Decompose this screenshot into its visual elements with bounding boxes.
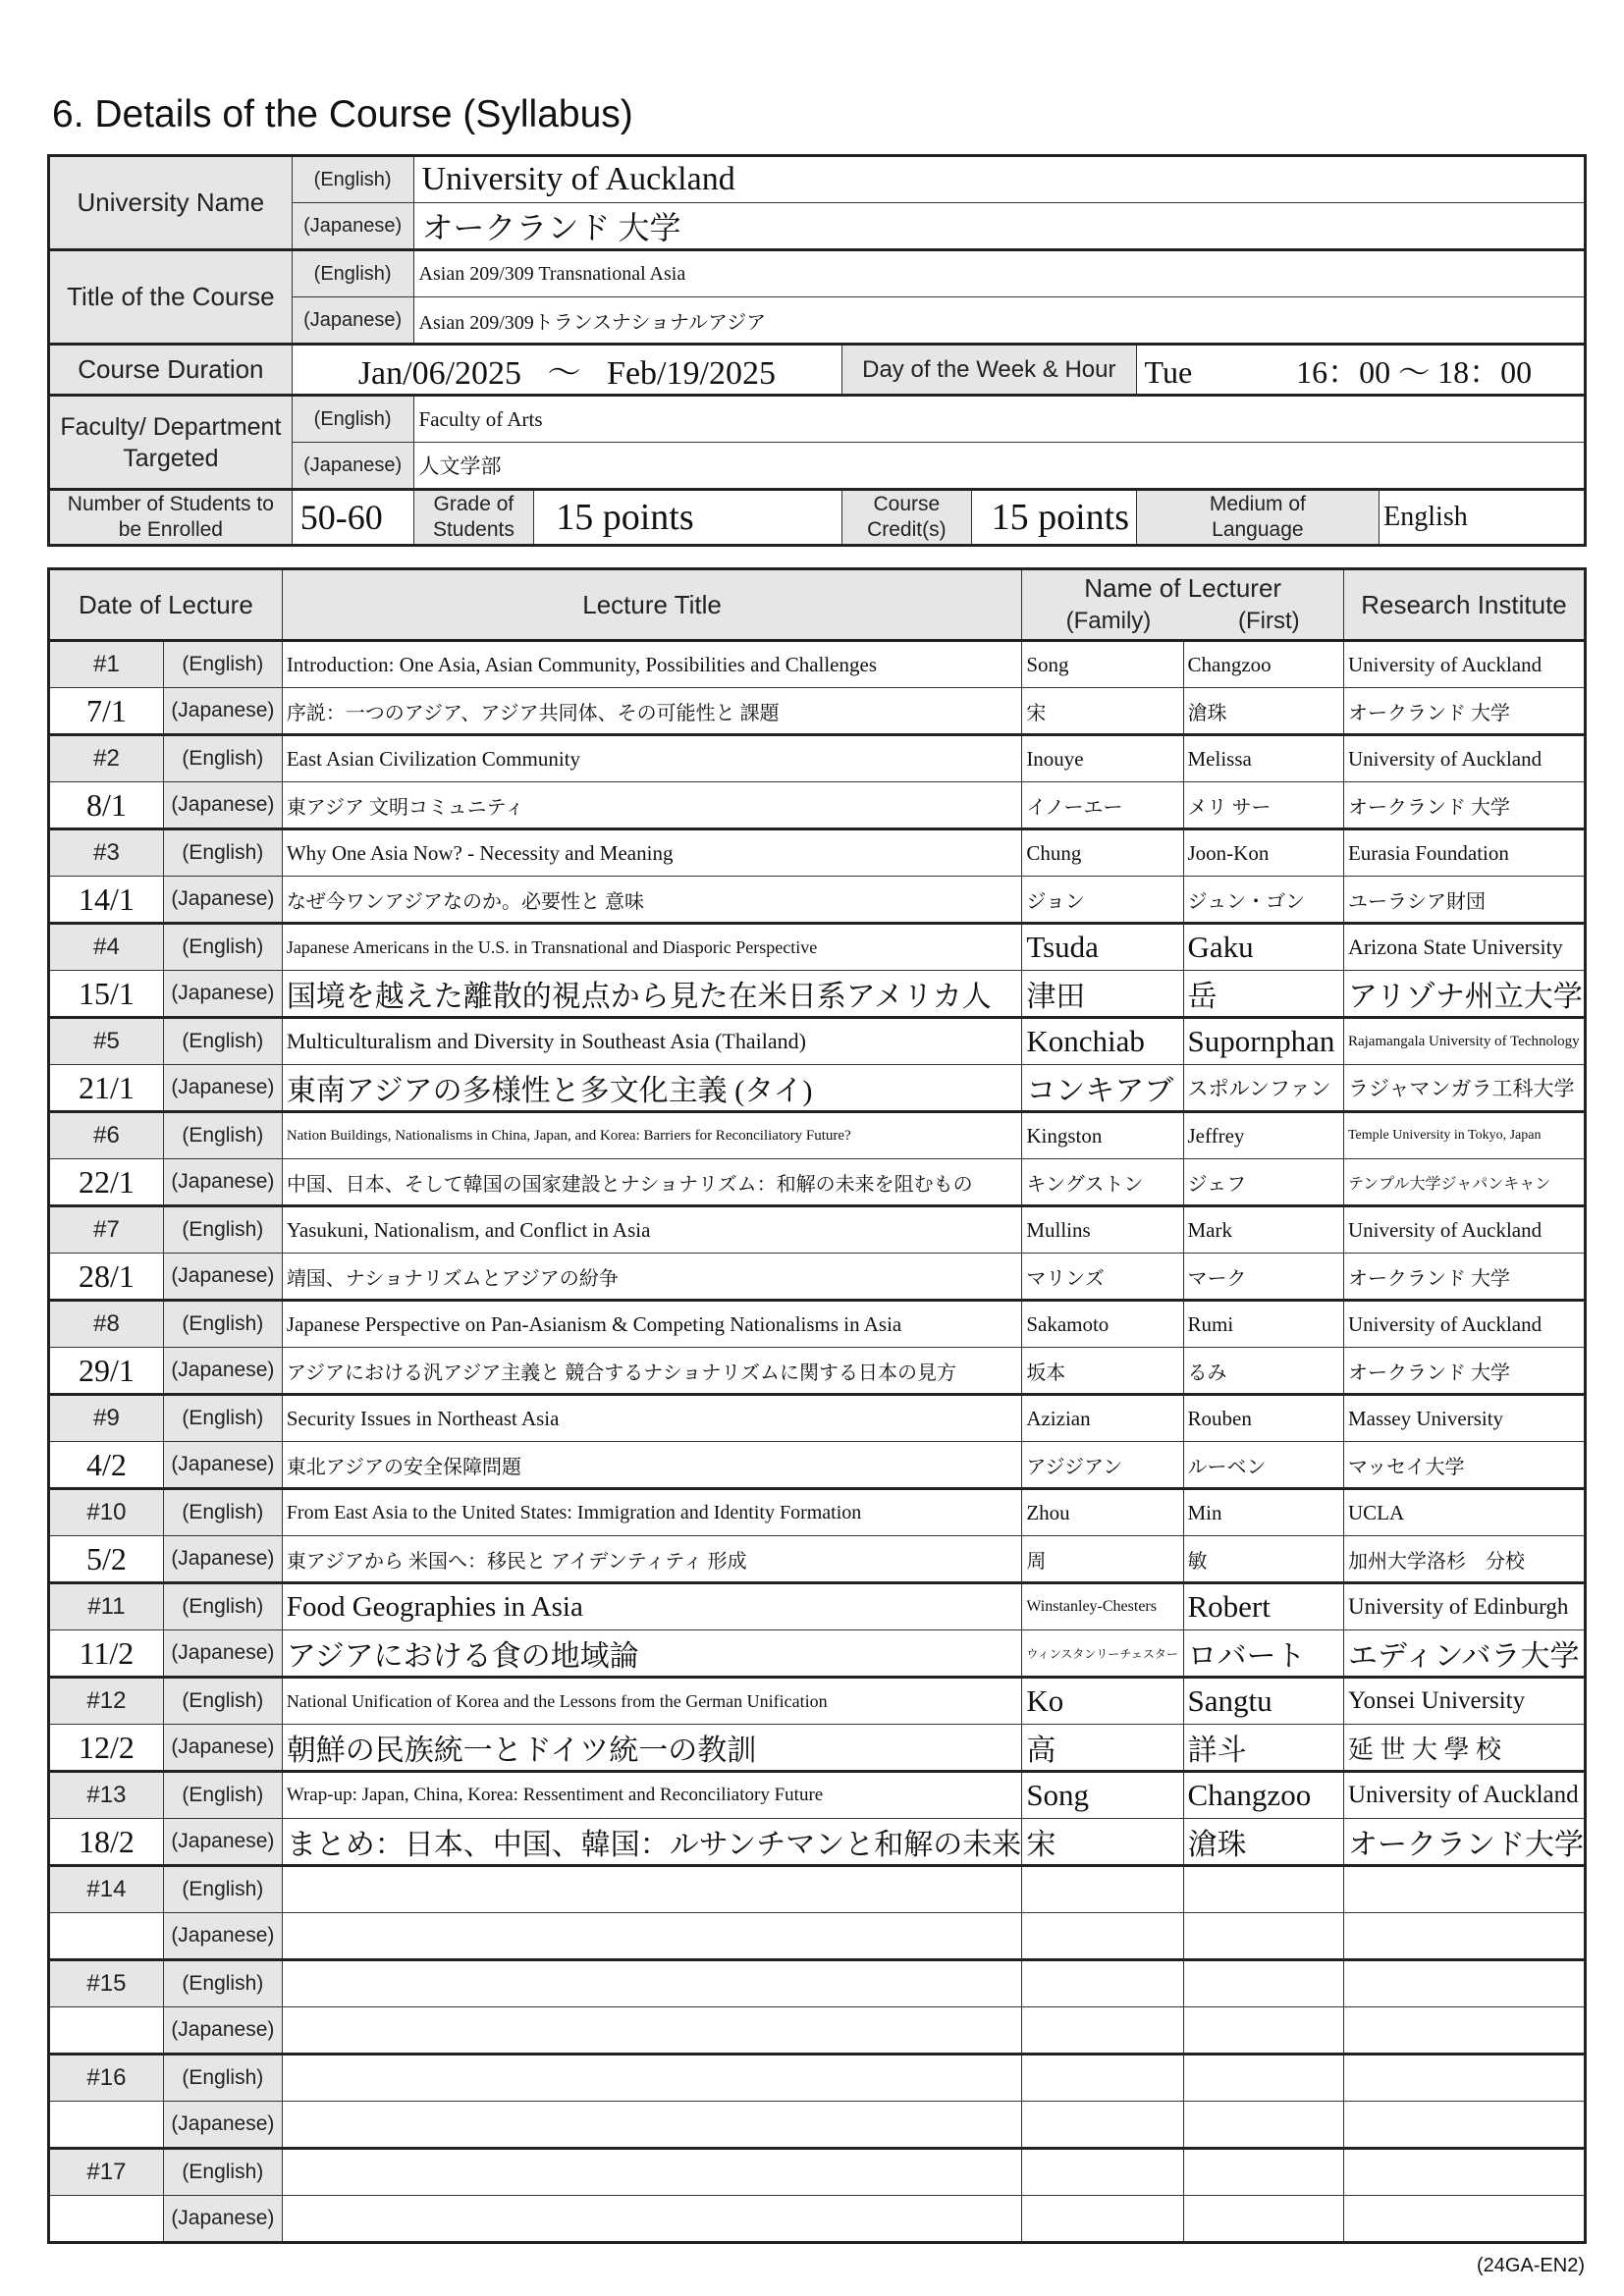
faculty-label [49,396,293,490]
lecture-row-english [49,2149,1586,2196]
lecture-title-en: Multiculturalism and Diversity in Southeast Asia (Thailand) [282,1018,1022,1065]
first-name-ja [1183,2007,1343,2055]
first-name-en: Rumi [1183,1301,1343,1348]
lecture-row-english [49,735,1586,782]
institute-en: University of Auckland [1343,1301,1585,1348]
institute-ja [1343,2196,1585,2243]
first-name-en: Sangtu [1183,1678,1343,1725]
lang-english-label: (English) [163,2055,282,2102]
lecture-date: 14/1 [49,877,164,924]
first-name-ja: 滄珠 [1183,1819,1343,1866]
lecture-row-japanese [49,782,1586,829]
lang-english-label: (English) [163,1772,282,1819]
first-name-ja [1183,2196,1343,2243]
day-of-week: Tue [1144,353,1193,390]
lecture-title-ja: 序説：一つのアジア、アジア共同体、その可能性と 課題 [282,688,1022,735]
lecture-title-en [282,1866,1022,1913]
first-name-en: Joon-Kon [1183,829,1343,877]
lecturer-name-label: Name of Lecturer [1084,573,1282,603]
lecture-row-japanese [49,2196,1586,2243]
lang-japanese-label: (Japanese) [163,1442,282,1489]
medium-value: English [1380,490,1586,546]
family-name-ja: 周 [1022,1536,1183,1583]
first-name-label: (First) [1237,608,1300,634]
lecture-row-english [49,1583,1586,1630]
lang-japanese-label: (Japanese) [163,2007,282,2055]
family-name-ja [1022,1913,1183,1960]
institute-ja: 延 世 大 學 校 [1343,1725,1585,1772]
family-name-en: Tsuda [1022,924,1183,971]
lecture-title-ja: 東南アジアの多様性と多文化主義 (タイ) [282,1065,1022,1112]
family-name-en: Song [1022,1772,1183,1819]
institute-en: University of Auckland [1343,735,1585,782]
lecture-number: #16 [49,2055,164,2102]
lang-japanese-label: (Japanese) [163,877,282,924]
lecture-title-ja: 朝鮮の民族統一とドイツ統一の教訓 [282,1725,1022,1772]
lecture-title-en [282,2149,1022,2196]
first-name-en [1183,2055,1343,2102]
num-students-label-line1: Number of Students to [67,493,274,515]
institute-en: University of Edinburgh [1343,1583,1585,1630]
institute-ja [1343,1913,1585,1960]
grade-label-line1: Grade of [433,493,514,515]
lang-japanese-label: (Japanese) [163,2196,282,2243]
lang-japanese-label: (Japanese) [163,688,282,735]
lecture-number: #8 [49,1301,164,1348]
lecture-number: #15 [49,1960,164,2007]
family-name-ja: ジョン [1022,877,1183,924]
family-name-en [1022,2055,1183,2102]
family-name-en: Konchiab [1022,1018,1183,1065]
family-name-en: Song [1022,641,1183,688]
lecture-title-ja: アジアにおける食の地域論 [282,1630,1022,1678]
family-name-en: Azizian [1022,1395,1183,1442]
institute-en: University of Auckland [1343,641,1585,688]
lecture-title-ja: 東北アジアの安全保障問題 [282,1442,1022,1489]
grade-label-line2: Students [432,518,514,541]
institute-en: Yonsei University [1343,1678,1585,1725]
institute-en: University of Auckland [1343,1206,1585,1254]
start-date: Jan/06/2025 [357,355,522,392]
first-name-en: Changzoo [1183,641,1343,688]
num-students-value: 50-60 [292,490,413,546]
family-name-en: Ko [1022,1678,1183,1725]
first-name-ja: ロバート [1183,1630,1343,1678]
lecture-date: 12/2 [49,1725,164,1772]
family-name-en: Zhou [1022,1489,1183,1536]
lecture-title-ja: 中国、日本、そして韓国の国家建設とナショナリズム：和解の未来を阻むもの [282,1159,1022,1206]
first-name-en: Rouben [1183,1395,1343,1442]
lang-english-label: (English) [163,829,282,877]
institute-en: Arizona State University [1343,924,1585,971]
first-name-ja: 滄珠 [1183,688,1343,735]
faculty-label-line1: Faculty/ Department [60,412,282,441]
lecture-row-english [49,1206,1586,1254]
lang-japanese-label: (Japanese) [292,203,413,250]
lecture-title-en: East Asian Civilization Community [282,735,1022,782]
course-duration-label: Course Duration [49,345,293,396]
family-name-ja: キングストン [1022,1159,1183,1206]
family-name-en: Winstanley-Chesters [1022,1583,1183,1630]
first-name-en: Melissa [1183,735,1343,782]
lang-english-label: (English) [163,641,282,688]
lecture-title-ja [282,2196,1022,2243]
lecture-title-en: Yasukuni, Nationalism, and Conflict in Asia [282,1206,1022,1254]
lecture-title-ja: 東アジア 文明コミュニティ [282,782,1022,829]
lang-english-label: (English) [163,1583,282,1630]
page-title: 6. Details of the Course (Syllabus) [52,93,633,135]
lecture-date: 5/2 [49,1536,164,1583]
first-name-ja: ルーベン [1183,1442,1343,1489]
institute-ja: ユーラシア財団 [1343,877,1585,924]
family-name-ja: マリンズ [1022,1254,1183,1301]
lecture-date: 4/2 [49,1442,164,1489]
grade-value: 15 points [534,490,842,546]
institute-en: University of Auckland [1343,1772,1585,1819]
faculty-ja: 人文学部 [413,443,1585,490]
lecture-row-english [49,2055,1586,2102]
lecturer-name-header [1022,569,1344,641]
lecture-title-ja: なぜ今ワンアジアなのか。必要性と 意味 [282,877,1022,924]
lang-japanese-label: (Japanese) [163,1065,282,1112]
lang-english-label: (English) [163,1678,282,1725]
lecture-title-en: Nation Buildings, Nationalisms in China, Japan, and Korea: Barriers for Reconciliatory Future? [282,1112,1022,1159]
family-name-en: Kingston [1022,1112,1183,1159]
day-week-hour-label: Day of the Week & Hour [842,345,1136,396]
lang-japanese-label: (Japanese) [292,297,413,345]
lecture-number: #12 [49,1678,164,1725]
first-name-en: Robert [1183,1583,1343,1630]
first-name-ja: 敏 [1183,1536,1343,1583]
lecture-row-english [49,1960,1586,2007]
institute-ja [1343,2007,1585,2055]
lecture-title-en [282,1960,1022,2007]
institute-en: Massey University [1343,1395,1585,1442]
lecture-date: 29/1 [49,1348,164,1395]
lecture-number: #7 [49,1206,164,1254]
institute-ja: オークランド 大学 [1343,688,1585,735]
lecture-date [49,2007,164,2055]
lang-english-label: (English) [163,1395,282,1442]
lecture-title-en: National Unification of Korea and the Lessons from the German Unification [282,1678,1022,1725]
institute-ja: テンプル大学ジャパンキャン [1343,1159,1585,1206]
lecture-title-en: Japanese Perspective on Pan-Asianism & Competing Nationalisms in Asia [282,1301,1022,1348]
lang-japanese-label: (Japanese) [163,2102,282,2149]
institute-ja: オークランド 大学 [1343,1348,1585,1395]
first-name-ja: ジェフ [1183,1159,1343,1206]
faculty-en: Faculty of Arts [413,396,1585,443]
lecture-title-ja: アジアにおける汎アジア主義と 競合するナショナリズムに関する日本の見方 [282,1348,1022,1395]
lecture-date [49,2102,164,2149]
lang-japanese-label: (Japanese) [163,1630,282,1678]
university-name-en: University of Auckland [413,156,1585,203]
lecture-title-ja: 東アジアから 米国へ：移民と アイデンティティ 形成 [282,1536,1022,1583]
credit-value: 15 points [971,490,1136,546]
lecture-row-japanese [49,1065,1586,1112]
medium-label-line2: Language [1212,518,1304,541]
lang-japanese-label: (Japanese) [163,1725,282,1772]
first-name-ja: メリ サー [1183,782,1343,829]
lang-english-label: (English) [163,924,282,971]
lecture-title-ja: 靖国、ナショナリズムとアジアの紛争 [282,1254,1022,1301]
institute-en [1343,1960,1585,2007]
family-name-ja: アジジアン [1022,1442,1183,1489]
lecture-row-english [49,829,1586,877]
lang-english-label: (English) [163,1018,282,1065]
first-name-ja: 詳斗 [1183,1725,1343,1772]
lecture-row-japanese [49,1536,1586,1583]
course-title-label: Title of the Course [49,250,293,345]
date-of-lecture-header: Date of Lecture [49,569,283,641]
family-name-ja: コンキアブ [1022,1065,1183,1112]
family-name-en: Chung [1022,829,1183,877]
lecture-row-japanese [49,877,1586,924]
lecture-row-japanese [49,1254,1586,1301]
lecture-title-en [282,2055,1022,2102]
lecture-date [49,1913,164,1960]
institute-ja [1343,2102,1585,2149]
course-duration-value [292,345,841,396]
lang-english-label: (English) [163,1489,282,1536]
lecture-date: 11/2 [49,1630,164,1678]
lecture-row-english [49,1112,1586,1159]
lecture-row-japanese [49,1819,1586,1866]
family-name-ja: 宋 [1022,688,1183,735]
institute-ja: エディンバラ大学 [1343,1630,1585,1678]
lecture-number: #11 [49,1583,164,1630]
lecture-row-japanese [49,971,1586,1018]
lecture-title-en: Food Geographies in Asia [282,1583,1022,1630]
institute-ja: オークランド 大学 [1343,1254,1585,1301]
family-name-ja: 坂本 [1022,1348,1183,1395]
lang-english-label: (English) [292,156,413,203]
family-name-ja: イノーエー [1022,782,1183,829]
lang-english-label: (English) [163,1301,282,1348]
lecture-title-ja: 国境を越えた離散的視点から見た在米日系アメリカ人 [282,971,1022,1018]
lecture-number: #4 [49,924,164,971]
first-name-en: Jeffrey [1183,1112,1343,1159]
family-name-label: (Family) [1065,608,1152,634]
credit-label-line2: Credit(s) [867,518,947,541]
first-name-ja: スポルンファン [1183,1065,1343,1112]
lecture-row-japanese [49,1348,1586,1395]
end-date: Feb/19/2025 [607,355,776,392]
lang-english-label: (English) [163,2149,282,2196]
lecture-title-en: Why One Asia Now? - Necessity and Meaning [282,829,1022,877]
institute-en: Rajamangala University of Technology [1343,1018,1585,1065]
institute-ja: マッセイ大学 [1343,1442,1585,1489]
lecture-number: #5 [49,1018,164,1065]
lang-japanese-label: (Japanese) [163,1536,282,1583]
lecture-row-english [49,1678,1586,1725]
lecture-title-ja [282,2007,1022,2055]
lecture-row-english [49,1018,1586,1065]
lecture-row-japanese [49,688,1586,735]
lecture-row-english [49,1395,1586,1442]
first-name-en [1183,1866,1343,1913]
family-name-en [1022,1960,1183,2007]
institute-ja: アリゾナ州立大学 [1343,971,1585,1018]
lang-english-label: (English) [292,396,413,443]
first-name-en [1183,2149,1343,2196]
family-name-en: Mullins [1022,1206,1183,1254]
family-name-en: Sakamoto [1022,1301,1183,1348]
medium-label-line1: Medium of [1209,493,1306,515]
lecture-date: 8/1 [49,782,164,829]
lecture-number: #2 [49,735,164,782]
lecture-row-japanese [49,1725,1586,1772]
credit-label-line1: Course [873,493,941,515]
institute-ja: ラジャマンガラ工科大学 [1343,1065,1585,1112]
lecture-date: 21/1 [49,1065,164,1112]
lecture-title-ja [282,1913,1022,1960]
family-name-ja: 宋 [1022,1819,1183,1866]
lecture-row-japanese [49,1159,1586,1206]
family-name-en: Inouye [1022,735,1183,782]
first-name-ja [1183,1913,1343,1960]
lecture-number: #14 [49,1866,164,1913]
course-info-table [47,154,1587,547]
lang-english-label: (English) [163,1960,282,2007]
grade-label [413,490,534,546]
lecture-title-en: Wrap-up: Japan, China, Korea: Ressentiment and Reconciliatory Future [282,1772,1022,1819]
institute-en [1343,2055,1585,2102]
lecture-row-japanese [49,2007,1586,2055]
first-name-en: Min [1183,1489,1343,1536]
lecture-row-english [49,924,1586,971]
class-time: 16：00 ～ 18：00 [1296,353,1533,390]
family-name-en [1022,1866,1183,1913]
faculty-label-line2: Targeted [123,444,219,472]
lang-english-label: (English) [163,735,282,782]
lang-japanese-label: (Japanese) [163,1159,282,1206]
lecture-number: #13 [49,1772,164,1819]
university-name-ja: オークランド 大学 [413,203,1585,250]
lecture-date: 28/1 [49,1254,164,1301]
lecture-row-english [49,641,1586,688]
institute-en: Eurasia Foundation [1343,829,1585,877]
lang-english-label: (English) [163,1866,282,1913]
date-separator: ～ [547,355,581,392]
lecture-table [47,567,1587,2244]
first-name-en: Supornphan [1183,1018,1343,1065]
lecture-row-japanese [49,2102,1586,2149]
lecture-title-ja: まとめ：日本、中国、韓国：ルサンチマンと和解の未来 [282,1819,1022,1866]
first-name-ja [1183,2102,1343,2149]
lecture-date: 15/1 [49,971,164,1018]
lang-japanese-label: (Japanese) [163,1348,282,1395]
course-title-en: Asian 209/309 Transnational Asia [413,250,1585,297]
lang-japanese-label: (Japanese) [163,1254,282,1301]
lecture-title-en: Japanese Americans in the U.S. in Transnational and Diasporic Perspective [282,924,1022,971]
lecture-row-japanese [49,1913,1586,1960]
lecture-row-english [49,1301,1586,1348]
lecture-row-japanese [49,1630,1586,1678]
medium-label [1136,490,1380,546]
first-name-en [1183,1960,1343,2007]
first-name-en: Mark [1183,1206,1343,1254]
lecture-number: #17 [49,2149,164,2196]
institute-en [1343,1866,1585,1913]
lecture-title-en: Security Issues in Northeast Asia [282,1395,1022,1442]
first-name-ja: るみ [1183,1348,1343,1395]
lecture-row-english [49,1866,1586,1913]
lecture-date [49,2196,164,2243]
lecture-title-header: Lecture Title [282,569,1022,641]
lecture-title-en: Introduction: One Asia, Asian Community, Possibilities and Challenges [282,641,1022,688]
family-name-en [1022,2149,1183,2196]
institute-ja: 加州大学洛杉 分校 [1343,1536,1585,1583]
lecture-date: 18/2 [49,1819,164,1866]
lecture-row-english [49,1772,1586,1819]
lecture-number: #10 [49,1489,164,1536]
lecture-date: 7/1 [49,688,164,735]
lang-english-label: (English) [163,1206,282,1254]
lecture-date: 22/1 [49,1159,164,1206]
lecture-number: #9 [49,1395,164,1442]
first-name-ja: 岳 [1183,971,1343,1018]
research-institute-header: Research Institute [1343,569,1585,641]
family-name-ja: 津田 [1022,971,1183,1018]
institute-en [1343,2149,1585,2196]
family-name-ja [1022,2196,1183,2243]
credit-label [842,490,972,546]
lecture-title-en: From East Asia to the United States: Immigration and Identity Formation [282,1489,1022,1536]
institute-ja: オークランド 大学 [1343,782,1585,829]
university-name-label: University Name [49,156,293,250]
lang-english-label: (English) [163,1112,282,1159]
num-students-label [49,490,293,546]
lang-japanese-label: (Japanese) [163,782,282,829]
lecture-row-japanese [49,1442,1586,1489]
lecture-number: #6 [49,1112,164,1159]
lang-japanese-label: (Japanese) [292,443,413,490]
footer-code: (24GA-EN2) [1476,2255,1585,2276]
first-name-ja: ジュン・ゴン [1183,877,1343,924]
family-name-ja: ウィンスタンリーチェスター [1022,1630,1183,1678]
institute-en: UCLA [1343,1489,1585,1536]
family-name-ja: 高 [1022,1725,1183,1772]
lang-japanese-label: (Japanese) [163,971,282,1018]
lecture-number: #3 [49,829,164,877]
family-name-ja [1022,2102,1183,2149]
lang-japanese-label: (Japanese) [163,1913,282,1960]
course-title-ja: Asian 209/309トランスナショナルアジア [413,297,1585,345]
family-name-ja [1022,2007,1183,2055]
institute-en: Temple University in Tokyo, Japan [1343,1112,1585,1159]
first-name-ja: マーク [1183,1254,1343,1301]
lang-japanese-label: (Japanese) [163,1819,282,1866]
first-name-en: Changzoo [1183,1772,1343,1819]
institute-ja: オークランド大学 [1343,1819,1585,1866]
num-students-label-line2: be Enrolled [118,518,223,541]
lang-english-label: (English) [292,250,413,297]
lecture-row-english [49,1489,1586,1536]
lecture-number: #1 [49,641,164,688]
first-name-en: Gaku [1183,924,1343,971]
lecture-title-ja [282,2102,1022,2149]
day-hour-value [1136,345,1585,396]
